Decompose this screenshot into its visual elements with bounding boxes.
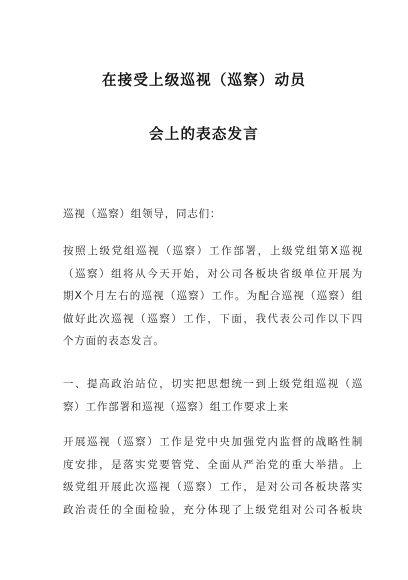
- paragraph-line: 个方面的表态发言。: [63, 335, 165, 347]
- body-paragraph: [63, 431, 363, 521]
- paragraph-line: 级党组开展此次巡视（巡察）工作，是对公司各板块落实: [63, 481, 363, 493]
- section-heading-paragraph: [63, 373, 363, 418]
- paragraph-line: 期X个月左右的巡视（巡察）工作。为配合巡视（巡察）组: [63, 290, 363, 302]
- section-heading-line: 一、提高政治站位，切实把思想统一到上级党组巡视（巡: [63, 378, 363, 390]
- salutation-paragraph: [63, 203, 363, 226]
- paragraph-line: 按照上级党组巡视（巡察）工作部署，上级党组第X巡视: [63, 245, 363, 257]
- paragraph-line: 开展巡视（巡察）工作是党中央加强党内监督的战略性制: [63, 436, 363, 448]
- paragraph-line: 政治责任的全面检验，充分体现了上级党组对公司各板块: [63, 503, 363, 516]
- paragraph-line: 度安排，是落实党要管党、全面从严治党的重大举措。上: [63, 458, 363, 471]
- document-title-line-1: 在接受上级巡视（巡察）动员: [101, 72, 307, 89]
- document-title-line-2: 会上的表态发言: [149, 126, 259, 143]
- salutation-line: 巡视（巡察）组领导，同志们：: [63, 208, 222, 220]
- paragraph-line: （巡察）组将从今天开始，对公司各板块省级单位开展为: [63, 267, 363, 280]
- section-heading-line: 察）工作部署和巡视（巡察）组工作要求上来: [63, 400, 289, 413]
- paragraph-line: 做好此次巡视（巡察）工作，下面，我代表公司作以下四: [63, 312, 363, 325]
- opening-paragraph: [63, 240, 363, 353]
